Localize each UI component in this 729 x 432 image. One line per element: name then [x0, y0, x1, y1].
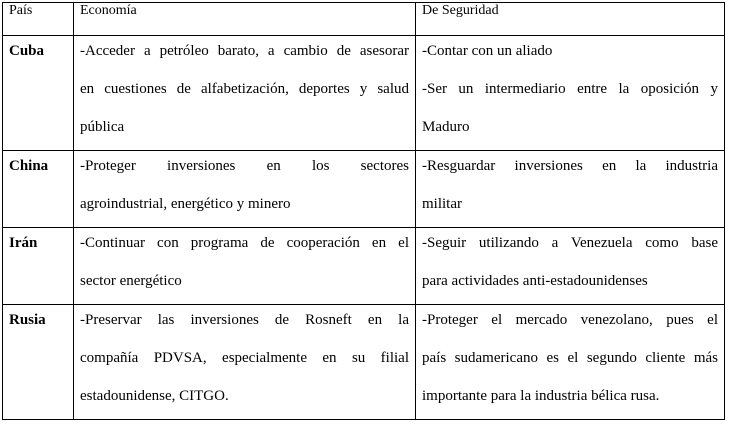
seguridad-line: -Resguardar inversiones en la industria — [422, 158, 718, 174]
country-name: Cuba — [9, 43, 45, 59]
header-seguridad: De Seguridad — [416, 3, 725, 36]
header-row — [3, 3, 725, 36]
seguridad-line: país sudamericano es el segundo cliente más — [422, 350, 718, 366]
economia-cell — [74, 36, 416, 151]
seguridad-line: -Ser un intermediario entre la oposición y — [422, 81, 718, 97]
seguridad-line: -Contar con un aliado — [422, 43, 553, 59]
seguridad-cell — [416, 36, 725, 151]
economia-cell — [74, 228, 416, 305]
seguridad-line: -Proteger el mercado venezolano, pues el — [422, 312, 718, 328]
seguridad-cell — [416, 228, 725, 305]
header-pais: País — [3, 3, 74, 36]
economia-line: -Acceder a petróleo barato, a cambio de asesorar — [80, 43, 409, 59]
country-name: Rusia — [9, 312, 46, 328]
seguridad-line: militar — [422, 196, 462, 212]
country-cell — [3, 36, 74, 151]
country-name: China — [9, 158, 49, 174]
seguridad-line: para actividades anti-estadounidenses — [422, 273, 648, 289]
country-name: Irán — [9, 235, 38, 251]
economia-line: compañía PDVSA, especialmente en su filial — [80, 350, 409, 366]
economia-line: estadounidense, CITGO. — [80, 388, 229, 404]
economia-line: pública — [80, 119, 125, 135]
country-cell — [3, 151, 74, 228]
country-cell — [3, 228, 74, 305]
country-cell — [3, 305, 74, 420]
economia-line: en cuestiones de alfabetización, deportes y salud — [80, 81, 409, 97]
seguridad-cell — [416, 151, 725, 228]
interests-table — [2, 2, 725, 420]
seguridad-cell — [416, 305, 725, 420]
table-row — [3, 151, 725, 228]
table-row — [3, 228, 725, 305]
seguridad-line: -Seguir utilizando a Venezuela como base — [422, 235, 718, 251]
table-row — [3, 36, 725, 151]
seguridad-line: importante para la industria bélica rusa. — [422, 388, 660, 404]
seguridad-line: Maduro — [422, 119, 470, 135]
economia-line: sector energético — [80, 273, 182, 289]
economia-line: -Preservar las inversiones de Rosneft en la — [80, 312, 409, 328]
economia-line: -Continuar con programa de cooperación en el — [80, 235, 409, 251]
header-economia: Economía — [74, 3, 416, 36]
economia-line: agroindustrial, energético y minero — [80, 196, 291, 212]
economia-line: -Proteger inversiones en los sectores — [80, 158, 409, 174]
table-row — [3, 305, 725, 420]
economia-cell — [74, 305, 416, 420]
economia-cell — [74, 151, 416, 228]
